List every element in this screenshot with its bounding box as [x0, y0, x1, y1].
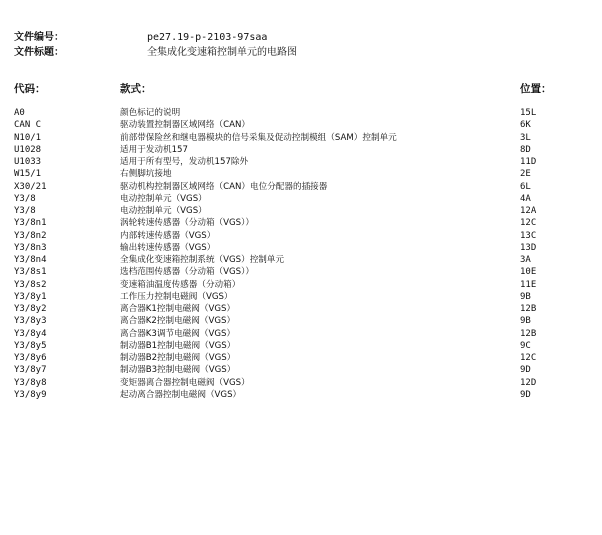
row-position: 10E — [520, 267, 537, 278]
table-row — [0, 266, 602, 278]
table-row — [0, 242, 602, 254]
row-description: 涡轮转速传感器（分动箱（VGS）） — [120, 218, 255, 229]
table-row — [0, 315, 602, 327]
document-title-value: 全集成化变速箱控制单元的电路图 — [147, 47, 297, 58]
row-description: 离合器K3调节电磁阀（VGS） — [120, 328, 236, 339]
row-position: 9B — [520, 291, 531, 302]
row-position: 12B — [520, 328, 537, 339]
row-description: 颜色标记的说明 — [120, 108, 181, 118]
row-code: Y3/8y3 — [14, 316, 47, 327]
row-code: Y3/8y5 — [14, 340, 47, 351]
row-position: 6L — [520, 181, 531, 192]
row-description: 制动器B2控制电磁阀（VGS） — [120, 353, 236, 363]
table-row — [0, 193, 602, 205]
row-code: Y3/8 — [14, 206, 36, 216]
table-row — [0, 364, 602, 376]
row-position: 12C — [520, 218, 537, 229]
column-header-position: 位置： — [520, 83, 552, 95]
table-row — [0, 168, 602, 180]
row-code: CAN C — [14, 120, 42, 131]
row-position: 2E — [520, 169, 531, 180]
row-description: 起动离合器控制电磁阀（VGS） — [120, 389, 242, 400]
row-position: 11D — [520, 157, 537, 167]
row-code: Y3/8y8 — [14, 377, 47, 388]
row-position: 13C — [520, 230, 537, 241]
table-row — [0, 230, 602, 242]
row-description: 全集成化变速箱控制系统（VGS）控制单元 — [120, 255, 285, 265]
row-position: 12B — [520, 304, 537, 314]
row-code: Y3/8 — [14, 193, 36, 204]
table-row — [0, 181, 602, 193]
table-row — [0, 107, 602, 119]
row-position: 13D — [520, 242, 537, 253]
table-row — [0, 303, 602, 315]
row-description: 制动器B1控制电磁阀（VGS） — [120, 340, 236, 351]
row-description: 驱动机构控制器区域网络（CAN）电位分配器的插接器 — [120, 181, 328, 192]
row-code: Y3/8y4 — [14, 328, 47, 339]
row-code: Y3/8y6 — [14, 353, 47, 363]
row-position: 12A — [520, 206, 537, 216]
row-code: Y3/8n4 — [14, 255, 47, 265]
table-row — [0, 328, 602, 340]
row-description: 电动控制单元（VGS） — [120, 206, 207, 216]
row-position: 9D — [520, 365, 531, 376]
row-description: 工作压力控制电磁阀（VGS） — [120, 291, 233, 302]
row-code: Y3/8y7 — [14, 365, 47, 376]
row-description: 适用于发动机157 — [120, 144, 188, 155]
column-header-description: 款式： — [120, 83, 152, 95]
row-position: 12D — [520, 377, 537, 388]
table-row — [0, 119, 602, 131]
row-description: 右侧脚坑接地 — [120, 169, 172, 180]
row-code: Y3/8n2 — [14, 230, 47, 241]
row-position: 9D — [520, 389, 531, 400]
row-position: 3L — [520, 132, 531, 143]
row-description: 离合器K1控制电磁阀（VGS） — [120, 304, 236, 314]
table-row — [0, 144, 602, 156]
row-description: 选档范围传感器（分动箱（VGS）） — [120, 267, 255, 278]
row-description: 电动控制单元（VGS） — [120, 193, 207, 204]
document-number-value: pe27.19-p-2103-97saa — [147, 32, 268, 43]
row-description: 制动器B3控制电磁阀（VGS） — [120, 365, 236, 376]
row-position: 3A — [520, 255, 531, 265]
table-row — [0, 217, 602, 229]
table-row — [0, 205, 602, 217]
table-row — [0, 132, 602, 144]
table-row — [0, 377, 602, 389]
row-code: Y3/8y9 — [14, 389, 47, 400]
row-description: 输出转速传感器（VGS） — [120, 242, 216, 253]
row-description: 变速箱油温度传感器（分动箱） — [120, 279, 241, 290]
component-table — [0, 107, 602, 401]
table-row — [0, 279, 602, 291]
row-code: U1033 — [14, 157, 42, 167]
row-description: 变矩器离合器控制电磁阀（VGS） — [120, 377, 250, 388]
row-code: Y3/8s2 — [14, 279, 47, 290]
document-number-label: 文件编号： — [14, 32, 64, 43]
row-position: 12C — [520, 353, 537, 363]
row-description: 内部转速传感器（VGS） — [120, 230, 216, 241]
row-description: 离合器K2控制电磁阀（VGS） — [120, 316, 236, 327]
table-row — [0, 352, 602, 364]
row-code: X30/21 — [14, 181, 47, 192]
table-row — [0, 156, 602, 168]
row-code: W15/1 — [14, 169, 42, 180]
row-code: Y3/8n3 — [14, 242, 47, 253]
table-row — [0, 389, 602, 401]
row-code: Y3/8y1 — [14, 291, 47, 302]
table-row — [0, 340, 602, 352]
row-description: 适用于所有型号，发动机157除外 — [120, 157, 249, 167]
row-code: N10/1 — [14, 132, 42, 143]
row-description: 前部带保险丝和继电器模块的信号采集及促动控制模组（SAM）控制单元 — [120, 132, 397, 143]
row-position: 9B — [520, 316, 531, 327]
row-position: 11E — [520, 279, 537, 290]
column-header-code: 代码： — [14, 83, 46, 95]
row-code: U1028 — [14, 144, 42, 155]
table-row — [0, 291, 602, 303]
row-description: 驱动装置控制器区域网络（CAN） — [120, 120, 251, 131]
table-row — [0, 254, 602, 266]
row-code: Y3/8n1 — [14, 218, 47, 229]
row-position: 6K — [520, 120, 531, 131]
row-code: Y3/8s1 — [14, 267, 47, 278]
row-position: 8D — [520, 144, 531, 155]
row-position: 4A — [520, 193, 531, 204]
row-code: Y3/8y2 — [14, 304, 47, 314]
row-code: A0 — [14, 108, 25, 118]
row-position: 15L — [520, 108, 537, 118]
document-title-label: 文件标题： — [14, 47, 64, 58]
row-position: 9C — [520, 340, 531, 351]
